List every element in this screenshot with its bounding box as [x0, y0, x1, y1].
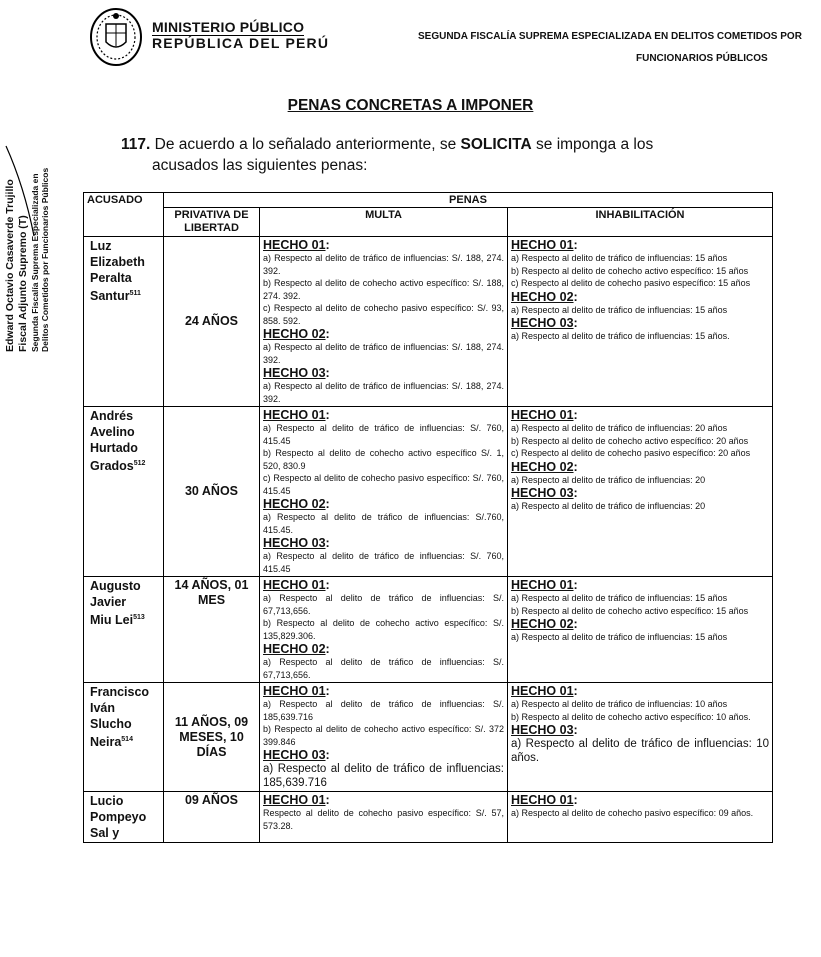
signer-office-1: Segunda Fiscalía Suprema Especializada en — [30, 173, 40, 352]
accused-name-line: Hurtado — [90, 441, 138, 455]
hecho-label: HECHO 02 — [511, 289, 574, 304]
hecho-label: HECHO 03 — [511, 486, 574, 500]
hecho-label: HECHO 03 — [263, 748, 326, 762]
accused-name-line: Avelino — [90, 425, 135, 439]
hecho-heading: HECHO 02: — [263, 327, 330, 341]
header-privativa: PRIVATIVA DE LIBERTAD — [164, 208, 260, 237]
penalties-table — [83, 192, 773, 843]
signer-name: Edward Octavio Casaverde Trujillo — [4, 179, 16, 352]
header-acusado: ACUSADO — [84, 193, 164, 237]
hecho-label: HECHO 01 — [263, 408, 326, 422]
inhabilitacion-cell — [508, 792, 773, 843]
accused-name-line: Peralta — [90, 271, 132, 285]
hecho-heading: HECHO 01: — [511, 793, 578, 807]
hecho-item: a) Respecto al delito de tráfico de influencias: S/. 760, 415.45 — [263, 423, 504, 446]
accused-name-line: Francisco — [90, 685, 150, 699]
hecho-heading: HECHO 01: — [263, 684, 330, 698]
hecho-heading: HECHO 02: — [511, 459, 578, 474]
accused-cell — [84, 237, 164, 407]
multa-cell — [260, 407, 508, 577]
hecho-label: HECHO 02 — [263, 497, 326, 511]
table-row — [84, 237, 773, 407]
footnote-ref: 514 — [121, 736, 133, 743]
header-inhabilitacion: INHABILITACIÓN — [508, 208, 773, 237]
hecho-item: a) Respecto al delito de tráfico de influencias: S/. 67,713,656. — [263, 657, 504, 680]
paragraph-text-after: se imponga a los — [536, 136, 654, 153]
hecho-heading: HECHO 02: — [263, 642, 330, 656]
hecho-label: HECHO 01 — [511, 793, 574, 807]
hecho-item: a) Respecto al delito de tráfico de influencias: 15 años — [511, 253, 728, 263]
coat-of-arms-logo — [88, 6, 144, 68]
signer-office-2: Delitos Cometidos por Funcionarios Públicos — [40, 167, 50, 352]
hecho-heading: HECHO 01: — [263, 238, 330, 252]
hecho-label: HECHO 01 — [263, 238, 326, 252]
inhabilitacion-cell — [508, 237, 773, 407]
hecho-label: HECHO 03 — [263, 366, 326, 380]
institution-line-2: REPÚBLICA DEL PERÚ — [152, 35, 330, 51]
hecho-item: c) Respecto al delito de cohecho pasivo específico: S/. 93, 858. 592. — [263, 303, 504, 326]
hecho-heading: HECHO 01: — [511, 684, 578, 698]
accused-cell — [84, 577, 164, 683]
privativa-cell: 09 AÑOS — [164, 792, 260, 843]
hecho-heading: HECHO 03: — [511, 723, 578, 737]
hecho-item: b) Respecto al delito de cohecho activo específico: S/. 188, 274. 392. — [263, 278, 504, 301]
hecho-item: b) Respecto al delito de cohecho activo específico: 10 años. — [511, 711, 751, 722]
hecho-item: a) Respecto al delito de tráfico de influencias: S/. 185,639.716 — [263, 699, 504, 722]
footnote-ref: 513 — [133, 614, 145, 621]
hecho-item: a) Respecto al delito de tráfico de influencias: 10 años — [511, 699, 728, 709]
table-row — [84, 577, 773, 683]
hecho-item: Respecto al delito de cohecho pasivo específico: S/. 57, 573.28. — [263, 808, 504, 831]
accused-name-line: Iván — [90, 701, 116, 715]
hecho-label: HECHO 03 — [511, 316, 574, 330]
hecho-item: a) Respecto al delito de tráfico de influencias: S/. 188, 274. 392. — [263, 342, 504, 365]
footnote-ref: 512 — [133, 460, 146, 467]
accused-name-line: Slucho — [90, 717, 132, 731]
accused-name-line: Grados$^{512}$ — [90, 459, 146, 474]
hecho-label: HECHO 03 — [511, 723, 574, 737]
hecho-heading: HECHO 01: — [263, 578, 330, 592]
hecho-heading: HECHO 01: — [263, 408, 330, 422]
inhabilitacion-cell — [508, 407, 773, 577]
hecho-label: HECHO 01 — [263, 684, 326, 698]
hecho-item: a) Respecto al delito de tráfico de influencias: 15 años — [511, 632, 728, 642]
hecho-item: b) Respecto al delito de cohecho activo específico: 20 años — [511, 435, 749, 446]
hecho-heading: HECHO 01: — [263, 793, 330, 807]
hecho-item: a) Respecto al delito de tráfico de influencias: S/.760, 415.45. — [263, 512, 504, 535]
privativa-cell: 24 AÑOS — [164, 237, 260, 407]
hecho-item: c) Respecto al delito de cohecho pasivo específico: 20 años — [511, 448, 751, 458]
table-row — [84, 407, 773, 577]
hecho-label: HECHO 01 — [511, 578, 574, 592]
accused-cell — [84, 407, 164, 577]
hecho-item: b) Respecto al delito de cohecho activo específico: S/. 372 399.846 — [263, 724, 504, 747]
paragraph-text-before: De acuerdo a lo señalado anteriormente, se — [154, 136, 457, 153]
hecho-label: HECHO 02 — [511, 617, 574, 631]
privativa-cell: 14 AÑOS, 01 MES — [164, 577, 260, 683]
hecho-item: c) Respecto al delito de cohecho pasivo específico: S/. 760, 415.45 — [263, 473, 504, 496]
paragraph-line-2: acusados las siguientes penas: — [152, 157, 368, 174]
office-header — [418, 26, 818, 70]
office-line-1: SEGUNDA FISCALÍA SUPREMA ESPECIALIZADA EN DELITOS COMETIDOS POR — [418, 31, 802, 42]
accused-name-line: Andrés — [90, 409, 134, 423]
footnote-ref: 511 — [129, 290, 141, 297]
hecho-item: a) Respecto al delito de tráfico de influencias: S/. 188, 274. 392. — [263, 253, 504, 276]
hecho-item: a) Respecto al delito de cohecho pasivo específico: 09 años. — [511, 808, 754, 818]
office-line-2: FUNCIONARIOS PÚBLICOS — [636, 53, 768, 64]
hecho-item: b) Respecto al delito de cohecho activo específico: S/. 135,829.306. — [263, 618, 504, 641]
hecho-label: HECHO 02 — [263, 642, 326, 656]
accused-cell — [84, 683, 164, 792]
hecho-heading: HECHO 01: — [511, 408, 578, 422]
privativa-cell: 30 AÑOS — [164, 407, 260, 577]
hecho-heading: HECHO 03: — [511, 316, 578, 330]
accused-name-line: Miu Lei$^{513}$ — [90, 613, 145, 628]
hecho-heading: HECHO 03: — [511, 486, 578, 500]
hecho-label: HECHO 02 — [263, 327, 326, 341]
hecho-heading: HECHO 01: — [511, 238, 578, 252]
accused-name-line: Luz — [90, 239, 112, 253]
accused-name-line: Elizabeth — [90, 255, 145, 269]
hecho-label: HECHO 01 — [511, 684, 574, 698]
accused-name-line: Neira$^{514}$ — [90, 735, 133, 750]
multa-cell — [260, 683, 508, 792]
hecho-item: a) Respecto al delito de tráfico de influencias: 15 años. — [511, 331, 730, 341]
inhabilitacion-cell — [508, 577, 773, 683]
header-multa: MULTA — [260, 208, 508, 237]
paragraph-117 — [121, 134, 761, 176]
hecho-heading: HECHO 03: — [263, 366, 330, 380]
institution-name — [152, 20, 329, 51]
hecho-heading: HECHO 02: — [511, 289, 578, 304]
accused-cell — [84, 792, 164, 843]
inhabilitacion-cell — [508, 683, 773, 792]
multa-cell — [260, 237, 508, 407]
hecho-item: a) Respecto al delito de tráfico de influencias: 20 años — [511, 423, 728, 433]
hecho-label: HECHO 01 — [263, 793, 326, 807]
hecho-item: b) Respecto al delito de cohecho activo específico: 15 años — [511, 265, 749, 276]
hecho-label: HECHO 01 — [511, 408, 574, 422]
hecho-item: b) Respecto al delito de cohecho activo específico: 15 años — [511, 605, 749, 616]
hecho-item: a) Respecto al delito de tráfico de influencias: S/. 67,713,656. — [263, 593, 504, 616]
accused-name-line: Javier — [90, 595, 127, 609]
hecho-heading: HECHO 01: — [511, 578, 578, 592]
hecho-item: a) Respecto al delito de tráfico de influencias: 10 años. — [511, 738, 769, 764]
paragraph-bold-word: SOLICITA — [460, 136, 532, 153]
hecho-item: a) Respecto al delito de tráfico de influencias: 15 años — [511, 593, 728, 603]
multa-cell — [260, 792, 508, 843]
privativa-cell: 11 AÑOS, 09 MESES, 10 DÍAS — [164, 683, 260, 792]
hecho-label: HECHO 02 — [511, 459, 574, 474]
hecho-item: b) Respecto al delito de cohecho activo específico S/. 1, 520, 830.9 — [263, 448, 504, 471]
paragraph-number: 117. — [121, 136, 151, 153]
signature-scribble — [4, 126, 44, 246]
institution-line-1: MINISTERIO PÚBLICO — [152, 19, 305, 35]
hecho-item: a) Respecto al delito de tráfico de influencias: 20 — [511, 501, 706, 511]
header-penas: PENAS — [164, 193, 773, 208]
hecho-item: a) Respecto al delito de tráfico de influencias: S/. 188, 274. 392. — [263, 381, 504, 404]
accused-name-line: Santur$^{511}$ — [90, 289, 141, 304]
accused-name-line: Augusto — [90, 579, 141, 593]
hecho-heading: HECHO 02: — [263, 497, 330, 511]
accused-name-line: Pompeyo — [90, 810, 147, 824]
hecho-heading: HECHO 02: — [511, 617, 578, 631]
hecho-label: HECHO 03 — [263, 536, 326, 550]
hecho-label: HECHO 01 — [263, 578, 326, 592]
hecho-item: a) Respecto al delito de tráfico de influencias: 20 — [511, 474, 706, 485]
hecho-item: a) Respecto al delito de tráfico de influencias: 15 años — [511, 304, 728, 315]
hecho-heading: HECHO 03: — [263, 536, 330, 550]
hecho-item: a) Respecto al delito de tráfico de influencias: 185,639.716 — [263, 763, 504, 789]
hecho-item: c) Respecto al delito de cohecho pasivo específico: 15 años — [511, 278, 751, 288]
table-row — [84, 792, 773, 843]
hecho-heading: HECHO 03: — [263, 748, 330, 762]
accused-name-line: Lucio — [90, 794, 124, 808]
table-row — [84, 683, 773, 792]
accused-name-line: Sal y — [90, 826, 120, 840]
multa-cell — [260, 577, 508, 683]
hecho-item: a) Respecto al delito de tráfico de influencias: S/. 760, 415.45 — [263, 551, 504, 574]
section-title: PENAS CONCRETAS A IMPONER — [287, 97, 534, 114]
hecho-label: HECHO 01 — [511, 238, 574, 252]
signer-role: Fiscal Adjunto Supremo (T) — [17, 215, 29, 352]
